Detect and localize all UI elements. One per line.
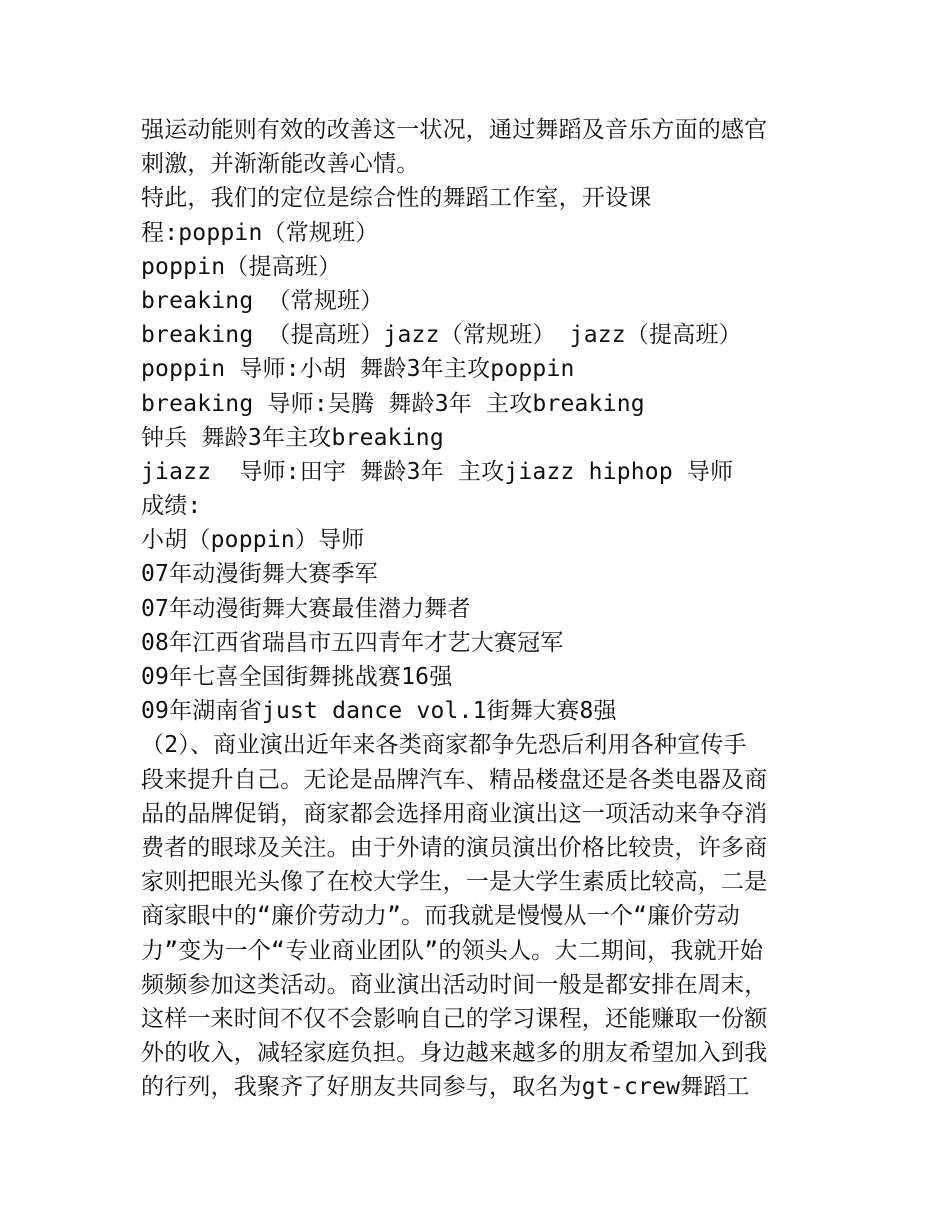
text-line: 09年湖南省just dance vol.1街舞大赛8强 (141, 698, 617, 725)
text-line: 07年动漫街舞大赛最佳潜力舞者 (141, 595, 471, 622)
text-line: 08年江西省瑞昌市五四青年才艺大赛冠军 (141, 629, 564, 656)
text-line: 09年七喜全国街舞挑战赛16强 (141, 664, 453, 690)
text-line: 程:poppin（常规班） (141, 219, 379, 246)
text-line: jiazz 导师:田宇 舞龄3年 主攻jiazz hiphop 导师 (141, 458, 734, 485)
text-line: breaking （提高班）jazz（常规班） jazz（提高班） (141, 322, 742, 349)
text-line: poppin（提高班） (141, 253, 342, 280)
text-line: breaking （常规班） (141, 287, 384, 314)
text-line: 成绩: (141, 493, 202, 520)
text-line: 外的收入，减轻家庭负担。身边越来越多的朋友希望加入到我 (141, 1040, 768, 1067)
text-line: 费者的眼球及关注。由于外请的演员演出价格比较贵，许多商 (141, 834, 768, 861)
text-line: 小胡（poppin）导师 (141, 527, 365, 554)
text-line: 刺激，并渐渐能改善心情。 (141, 151, 420, 178)
text-line: 段来提升自己。无论是品牌汽车、精品楼盘还是各类电器及商 (141, 766, 768, 793)
text-line: 强运动能则有效的改善这一状况，通过舞蹈及音乐方面的感官 (141, 117, 768, 143)
text-line: （2）、商业演出近年来各类商家都争先恐后利用各种宣传手 (141, 732, 747, 759)
text-line: 力”变为一个“专业商业团队”的领头人。大二期间，我就开始 (141, 937, 764, 964)
text-line: 商家眼中的“廉价劳动力”。而我就是慢慢从一个“廉价劳动 (141, 903, 740, 930)
text-line: 特此，我们的定位是综合性的舞蹈工作室，开设课 (141, 185, 652, 212)
text-line: 钟兵 舞龄3年主攻breaking (141, 424, 444, 451)
text-line: 07年动漫街舞大赛季军 (141, 561, 378, 588)
text-line: 频频参加这类活动。商业演出活动时间一般是都安排在周末， (141, 971, 768, 998)
document-body (141, 113, 821, 1104)
text-line: breaking 导师:吴腾 舞龄3年 主攻breaking (141, 390, 645, 417)
text-line: 的行列，我聚齐了好朋友共同参与，取名为gt-crew舞蹈工 (141, 1074, 750, 1101)
text-line: 品的品牌促销，商家都会选择用商业演出这一项活动来争夺消 (141, 800, 768, 827)
text-line: 这样一来时间不仅不会影响自己的学习课程，还能赚取一份额 (141, 1005, 768, 1032)
text-line: 家则把眼光头像了在校大学生，一是大学生素质比较高，二是 (141, 869, 768, 896)
text-line: poppin 导师:小胡 舞龄3年主攻poppin (141, 356, 575, 383)
